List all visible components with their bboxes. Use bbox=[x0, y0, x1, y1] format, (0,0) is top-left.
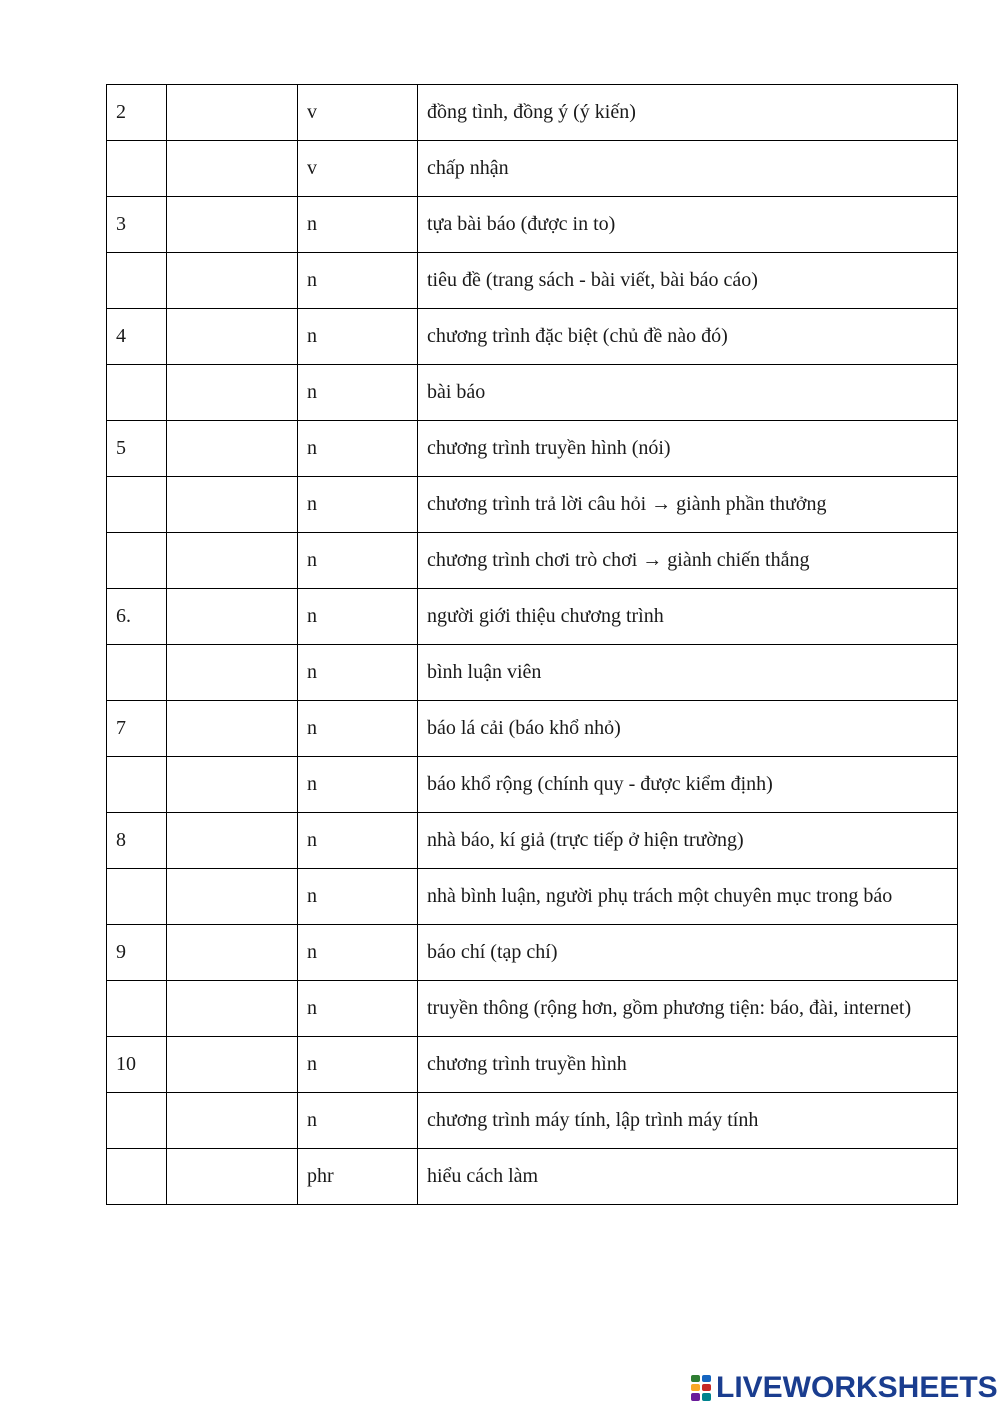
meaning-cell: báo khổ rộng (chính quy - được kiểm định) bbox=[418, 757, 958, 813]
meaning-cell: chương trình máy tính, lập trình máy tính bbox=[418, 1093, 958, 1149]
word-input-cell[interactable] bbox=[167, 309, 298, 365]
word-input-cell[interactable] bbox=[167, 925, 298, 981]
table-row bbox=[107, 1149, 958, 1205]
meaning-cell: tựa bài báo (được in to) bbox=[418, 197, 958, 253]
part-of-speech-cell: v bbox=[298, 85, 418, 141]
table-row bbox=[107, 1037, 958, 1093]
word-input-cell[interactable] bbox=[167, 701, 298, 757]
part-of-speech-cell: n bbox=[298, 869, 418, 925]
table-row bbox=[107, 813, 958, 869]
vocabulary-table bbox=[106, 84, 958, 1205]
row-number-cell: 7 bbox=[107, 701, 167, 757]
logo-block bbox=[691, 1384, 700, 1391]
row-number-cell bbox=[107, 533, 167, 589]
meaning-cell: bình luận viên bbox=[418, 645, 958, 701]
word-input-cell[interactable] bbox=[167, 365, 298, 421]
table-row bbox=[107, 309, 958, 365]
word-input-cell[interactable] bbox=[167, 197, 298, 253]
row-number-cell: 2 bbox=[107, 85, 167, 141]
liveworksheets-logo[interactable] bbox=[690, 1370, 998, 1406]
row-number-cell bbox=[107, 141, 167, 197]
table-row bbox=[107, 1093, 958, 1149]
meaning-cell: bài báo bbox=[418, 365, 958, 421]
word-input-cell[interactable] bbox=[167, 141, 298, 197]
table-row bbox=[107, 757, 958, 813]
table-row bbox=[107, 85, 958, 141]
meaning-cell: chương trình chơi trò chơi → giành chiến thắng bbox=[418, 533, 958, 589]
table-row bbox=[107, 253, 958, 309]
word-input-cell[interactable] bbox=[167, 869, 298, 925]
meaning-cell: nhà báo, kí giả (trực tiếp ở hiện trường) bbox=[418, 813, 958, 869]
word-input-cell[interactable] bbox=[167, 1037, 298, 1093]
part-of-speech-cell: n bbox=[298, 309, 418, 365]
logo-block bbox=[691, 1375, 700, 1382]
table-row bbox=[107, 981, 958, 1037]
table-row bbox=[107, 701, 958, 757]
table-row bbox=[107, 645, 958, 701]
meaning-cell: chấp nhận bbox=[418, 141, 958, 197]
part-of-speech-cell: n bbox=[298, 1037, 418, 1093]
part-of-speech-cell: n bbox=[298, 197, 418, 253]
part-of-speech-cell: n bbox=[298, 365, 418, 421]
word-input-cell[interactable] bbox=[167, 533, 298, 589]
table-row bbox=[107, 477, 958, 533]
row-number-cell: 10 bbox=[107, 1037, 167, 1093]
part-of-speech-cell: n bbox=[298, 1093, 418, 1149]
row-number-cell: 4 bbox=[107, 309, 167, 365]
table-row bbox=[107, 925, 958, 981]
word-input-cell[interactable] bbox=[167, 813, 298, 869]
row-number-cell: 6. bbox=[107, 589, 167, 645]
table-row bbox=[107, 869, 958, 925]
meaning-cell: hiểu cách làm bbox=[418, 1149, 958, 1205]
row-number-cell: 9 bbox=[107, 925, 167, 981]
word-input-cell[interactable] bbox=[167, 1093, 298, 1149]
row-number-cell: 3 bbox=[107, 197, 167, 253]
part-of-speech-cell: n bbox=[298, 981, 418, 1037]
row-number-cell bbox=[107, 253, 167, 309]
word-input-cell[interactable] bbox=[167, 85, 298, 141]
row-number-cell: 5 bbox=[107, 421, 167, 477]
logo-text: LIVEWORKSHEETS bbox=[716, 1371, 998, 1404]
word-input-cell[interactable] bbox=[167, 589, 298, 645]
row-number-cell bbox=[107, 757, 167, 813]
part-of-speech-cell: n bbox=[298, 813, 418, 869]
vocabulary-table-body bbox=[107, 85, 958, 1205]
row-number-cell bbox=[107, 981, 167, 1037]
row-number-cell bbox=[107, 645, 167, 701]
row-number-cell bbox=[107, 477, 167, 533]
row-number-cell bbox=[107, 1093, 167, 1149]
meaning-cell: báo lá cải (báo khổ nhỏ) bbox=[418, 701, 958, 757]
logo-block bbox=[691, 1393, 700, 1401]
word-input-cell[interactable] bbox=[167, 421, 298, 477]
logo-block bbox=[702, 1393, 711, 1401]
row-number-cell bbox=[107, 1149, 167, 1205]
word-input-cell[interactable] bbox=[167, 645, 298, 701]
table-row bbox=[107, 365, 958, 421]
part-of-speech-cell: n bbox=[298, 421, 418, 477]
part-of-speech-cell: n bbox=[298, 533, 418, 589]
row-number-cell bbox=[107, 869, 167, 925]
word-input-cell[interactable] bbox=[167, 253, 298, 309]
table-row bbox=[107, 141, 958, 197]
part-of-speech-cell: n bbox=[298, 645, 418, 701]
liveworksheets-logo-icon bbox=[690, 1374, 712, 1402]
meaning-cell: chương trình trả lời câu hỏi → giành phần thưởng bbox=[418, 477, 958, 533]
row-number-cell bbox=[107, 365, 167, 421]
meaning-cell: nhà bình luận, người phụ trách một chuyên mục trong báo bbox=[418, 869, 958, 925]
part-of-speech-cell: v bbox=[298, 141, 418, 197]
meaning-cell: người giới thiệu chương trình bbox=[418, 589, 958, 645]
table-row bbox=[107, 421, 958, 477]
table-row bbox=[107, 197, 958, 253]
meaning-cell: chương trình đặc biệt (chủ đề nào đó) bbox=[418, 309, 958, 365]
logo-block bbox=[702, 1384, 711, 1391]
logo-block bbox=[702, 1375, 711, 1382]
word-input-cell[interactable] bbox=[167, 757, 298, 813]
meaning-cell: chương trình truyền hình bbox=[418, 1037, 958, 1093]
table-row bbox=[107, 589, 958, 645]
meaning-cell: chương trình truyền hình (nói) bbox=[418, 421, 958, 477]
part-of-speech-cell: n bbox=[298, 253, 418, 309]
part-of-speech-cell: phr bbox=[298, 1149, 418, 1205]
meaning-cell: báo chí (tạp chí) bbox=[418, 925, 958, 981]
part-of-speech-cell: n bbox=[298, 925, 418, 981]
meaning-cell: tiêu đề (trang sách - bài viết, bài báo cáo) bbox=[418, 253, 958, 309]
part-of-speech-cell: n bbox=[298, 757, 418, 813]
word-input-cell[interactable] bbox=[167, 1149, 298, 1205]
row-number-cell: 8 bbox=[107, 813, 167, 869]
part-of-speech-cell: n bbox=[298, 477, 418, 533]
part-of-speech-cell: n bbox=[298, 589, 418, 645]
meaning-cell: đồng tình, đồng ý (ý kiến) bbox=[418, 85, 958, 141]
word-input-cell[interactable] bbox=[167, 477, 298, 533]
meaning-cell: truyền thông (rộng hơn, gồm phương tiện: báo, đài, internet) bbox=[418, 981, 958, 1037]
part-of-speech-cell: n bbox=[298, 701, 418, 757]
word-input-cell[interactable] bbox=[167, 981, 298, 1037]
table-row bbox=[107, 533, 958, 589]
